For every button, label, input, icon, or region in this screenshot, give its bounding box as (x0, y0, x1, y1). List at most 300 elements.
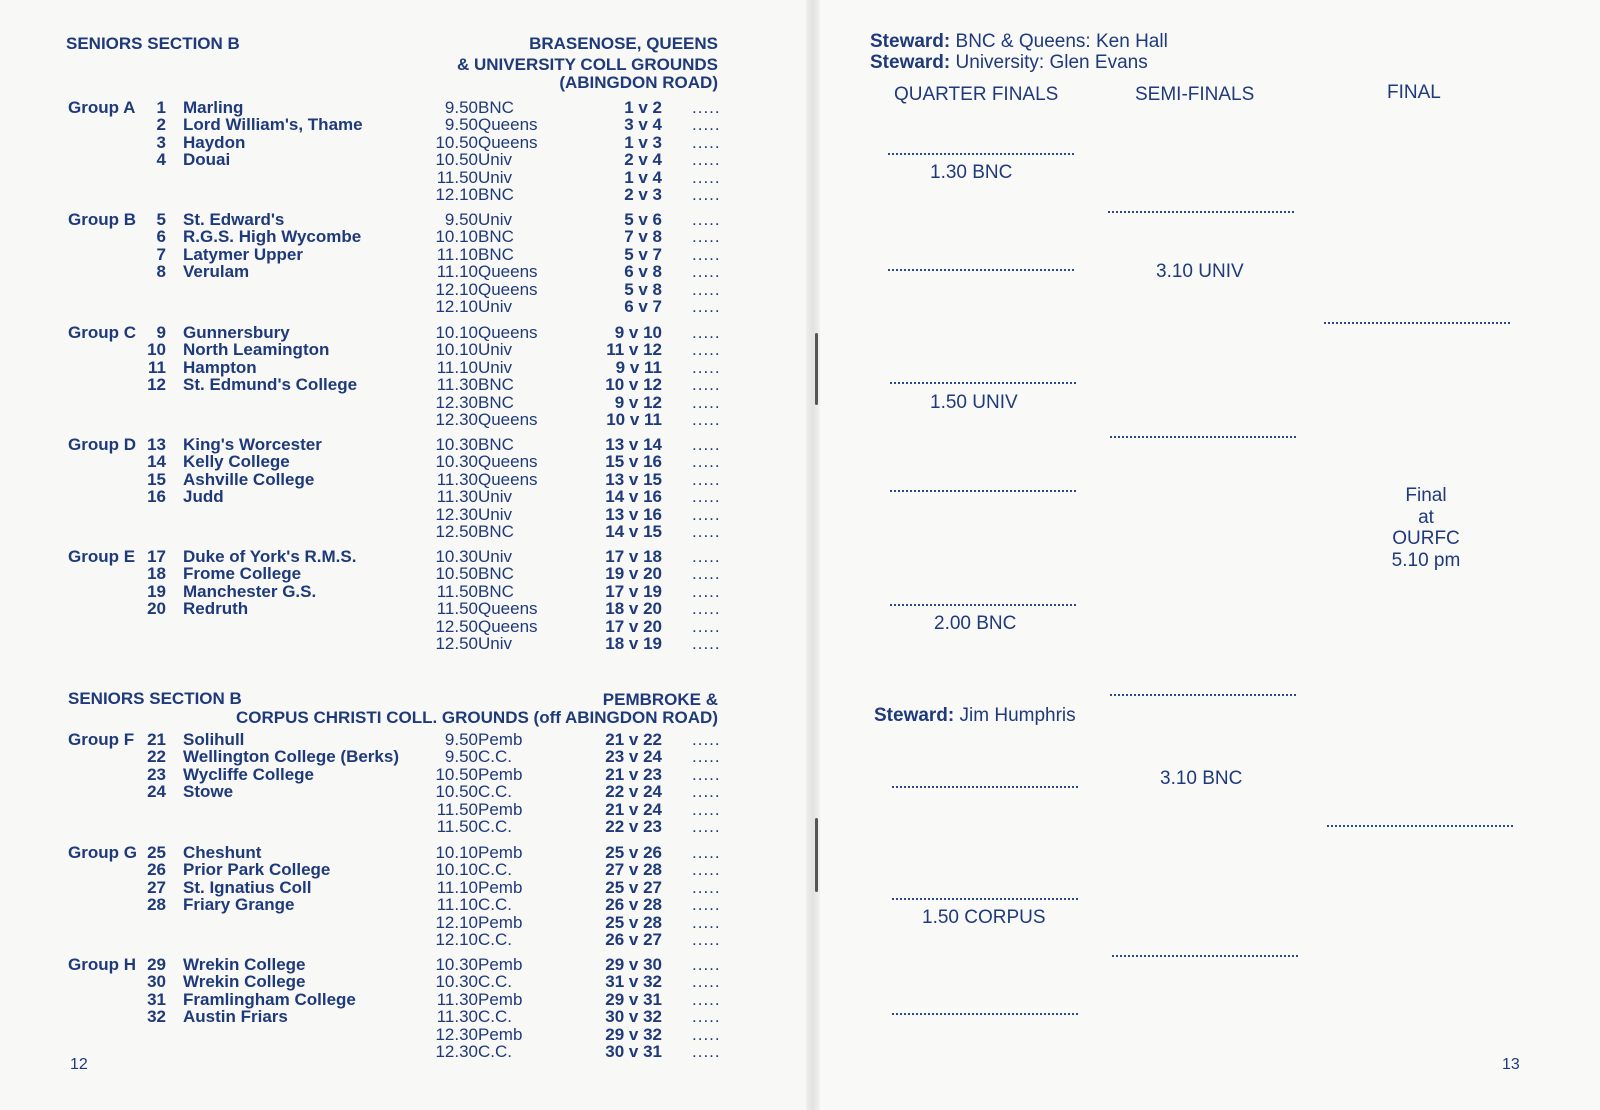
team-number: 4 (156, 150, 166, 170)
fixture-ground: Pemb (478, 877, 523, 897)
result-dots: ..... (692, 262, 721, 282)
fixture-ground: C.C. (478, 930, 512, 949)
team-name: Stowe (183, 782, 234, 802)
group-label: Group F (68, 730, 135, 749)
final-note-line-3: OURFC (1392, 528, 1460, 549)
fixture-time-value: 10.30 (435, 435, 478, 454)
fixture-ground: Univ (478, 167, 513, 187)
result-dots: ..... (692, 392, 721, 412)
fixture-ground: C.C. (478, 860, 512, 880)
fixture-time (426, 583, 546, 601)
fixture-match: 13 v 14 (605, 435, 662, 454)
fixture-match: 21 v 22 (605, 730, 662, 749)
fixture-ground: Pemb (478, 730, 523, 749)
qf-line-5 (890, 604, 1076, 606)
fixture-time (426, 600, 546, 618)
fixture-time (426, 99, 546, 117)
fixture-match: 19 v 20 (605, 564, 662, 584)
fixture-ground: Queens (478, 616, 538, 636)
fixture-time (426, 931, 546, 949)
fixture-match: 6 v 7 (624, 297, 662, 316)
fixture-time-value: 11.10 (436, 877, 478, 897)
team-name: Kelly College (183, 452, 290, 472)
fixture-ground: Univ (478, 297, 513, 316)
result-dots: ..... (692, 782, 721, 802)
qf-venue-3: 2.00 BNC (934, 613, 1017, 634)
fixture-match: 29 v 31 (605, 989, 662, 1009)
fixture-ground: Queens (478, 262, 538, 282)
fixture-time (426, 548, 546, 566)
result-dots: ..... (692, 930, 721, 949)
fixture-time-value: 9.50 (444, 730, 478, 749)
fixture-match: 13 v 15 (605, 469, 662, 489)
fixture-match: 21 v 24 (605, 799, 662, 819)
fixture-match: 2 v 4 (624, 150, 662, 170)
fixture-ground: C.C. (478, 782, 512, 802)
fixture-time (426, 506, 546, 524)
result-dots: ..... (692, 323, 721, 342)
result-dots: ..... (692, 1007, 721, 1027)
quarter-finals-heading: QUARTER FINALS (894, 84, 1059, 105)
fixture-match: 25 v 28 (605, 912, 662, 932)
fixture-time-value: 10.10 (435, 323, 478, 342)
team-number: 3 (156, 132, 166, 152)
qf-line-4 (890, 490, 1076, 492)
fixture-time-value: 11.30 (436, 487, 478, 507)
result-dots: ..... (692, 817, 721, 836)
fixture-ground: Pemb (478, 843, 523, 862)
team-number: 10 (147, 340, 166, 360)
fixture-time (426, 956, 546, 974)
fixture-time (426, 973, 546, 991)
team-number: 22 (147, 747, 166, 767)
fixture-time-value: 11.50 (436, 581, 478, 601)
team-number: 5 (156, 210, 166, 229)
fixture-time-value: 10.10 (435, 843, 478, 862)
fixture-match: 6 v 8 (624, 262, 662, 282)
fixture-ground: Queens (478, 132, 538, 152)
fixture-time (426, 376, 546, 394)
final-note-line-1: Final (1405, 485, 1447, 506)
fixture-match: 17 v 19 (605, 581, 662, 601)
fixture-match: 14 v 16 (605, 487, 662, 507)
team-name: Wycliffe College (183, 764, 314, 784)
fixture-match: 26 v 28 (605, 895, 662, 915)
team-number: 32 (147, 1007, 166, 1027)
group-label: Group B (68, 210, 136, 229)
qf-line-3 (890, 382, 1076, 384)
fixture-time (426, 896, 546, 914)
fixture-time (426, 1008, 546, 1026)
team-name: Austin Friars (183, 1007, 288, 1027)
fixture-match: 26 v 27 (605, 930, 662, 949)
fixture-time (426, 298, 546, 316)
fixture-match: 7 v 8 (624, 227, 662, 247)
fixture-match: 1 v 2 (624, 98, 662, 117)
team-number: 23 (147, 764, 166, 784)
team-number: 21 (147, 730, 166, 749)
team-number: 17 (147, 547, 166, 566)
team-name: St. Edward's (183, 210, 285, 229)
fixture-time-value: 10.50 (435, 132, 478, 152)
qf-venue-1: 1.30 BNC (930, 162, 1013, 183)
fixture-time-value: 12.50 (435, 634, 478, 653)
fixture-time (426, 748, 546, 766)
team-name: Wrekin College (183, 972, 306, 992)
fixture-ground: Queens (478, 323, 538, 342)
fixture-time-value: 11.10 (436, 262, 478, 282)
fixture-ground: BNC (478, 244, 514, 264)
fixture-match: 1 v 4 (624, 167, 662, 187)
team-number: 29 (147, 955, 166, 974)
result-dots: ..... (692, 764, 721, 784)
fixture-match: 1 v 3 (624, 132, 662, 152)
team-name: Verulam (183, 262, 250, 282)
result-dots: ..... (692, 435, 721, 454)
fixture-ground: Univ (478, 634, 513, 653)
staple-bottom (815, 818, 818, 892)
team-name: Duke of York's R.M.S. (183, 547, 357, 566)
staple-top (815, 333, 818, 405)
fixture-match: 25 v 27 (605, 877, 662, 897)
fixture-time-value: 12.10 (435, 185, 478, 204)
team-name: Hampton (183, 357, 257, 377)
sf-line-1 (1108, 211, 1294, 213)
fixture-ground: C.C. (478, 972, 512, 992)
fixture-time-value: 10.50 (435, 150, 478, 170)
fixture-ground: Queens (478, 469, 538, 489)
fixture-ground: Pemb (478, 1024, 523, 1044)
team-number: 11 (148, 357, 166, 377)
fixture-match: 17 v 18 (605, 547, 662, 566)
fixture-ground: C.C. (478, 1007, 512, 1027)
fixture-match: 23 v 24 (605, 747, 662, 767)
result-dots: ..... (692, 98, 721, 117)
qf-line-6 (892, 786, 1078, 788)
venue2-line-2: CORPUS CHRISTI COLL. GROUNDS (off ABINGDON ROAD) (236, 708, 718, 727)
team-name: Ashville College (183, 469, 315, 489)
fixture-ground: BNC (478, 98, 514, 117)
fixture-ground: BNC (478, 227, 514, 247)
fixture-time (426, 618, 546, 636)
page-number-right: 13 (1502, 1056, 1520, 1073)
group-label: Group C (68, 323, 136, 342)
book-spine (806, 0, 820, 1110)
fixture-ground: BNC (478, 185, 514, 204)
fixture-match: 18 v 19 (605, 634, 662, 653)
fixture-ground: BNC (478, 581, 514, 601)
result-dots: ..... (692, 340, 721, 360)
fixture-time-value: 12.30 (435, 504, 478, 524)
result-dots: ..... (692, 616, 721, 636)
fixture-ground: C.C. (478, 817, 512, 836)
steward-2 (870, 52, 1148, 74)
fixture-time (426, 341, 546, 359)
page-number-left: 12 (70, 1056, 88, 1073)
result-dots: ..... (692, 487, 721, 507)
result-dots: ..... (692, 843, 721, 862)
team-number: 15 (147, 469, 166, 489)
fixture-time-value: 12.10 (435, 930, 478, 949)
fixture-match: 5 v 8 (624, 279, 662, 299)
fixture-match: 5 v 6 (624, 210, 662, 229)
team-number: 24 (147, 782, 166, 802)
fixture-time (426, 879, 546, 897)
fixture-time (426, 801, 546, 819)
fixture-ground: BNC (478, 522, 514, 541)
fixture-time-value: 11.50 (436, 817, 478, 836)
team-name: Wrekin College (183, 955, 306, 974)
final-line-1 (1324, 322, 1510, 324)
fixture-time-value: 12.30 (435, 1024, 478, 1044)
fixture-ground: Univ (478, 547, 513, 566)
fixture-time (426, 169, 546, 187)
team-name: King's Worcester (183, 435, 322, 454)
fixture-time (426, 134, 546, 152)
fixture-ground: Pemb (478, 912, 523, 932)
final-note-line-2: at (1418, 506, 1434, 528)
group-label: Group E (68, 547, 136, 566)
fixture-time-value: 9.50 (444, 115, 478, 135)
qf-line-2 (888, 269, 1074, 271)
fixture-ground: C.C. (478, 1042, 512, 1061)
fixture-ground: Univ (478, 210, 513, 229)
venue2-line-1: PEMBROKE & (602, 690, 718, 709)
result-dots: ..... (692, 227, 721, 247)
result-dots: ..... (692, 132, 721, 152)
fixture-ground: C.C. (478, 895, 512, 915)
result-dots: ..... (692, 955, 721, 974)
team-name: Solihull (183, 730, 245, 749)
team-name: Latymer Upper (183, 244, 303, 264)
fixture-time-value: 10.30 (435, 452, 478, 472)
fixture-time-value: 12.10 (435, 912, 478, 932)
qf-venue-2: 1.50 UNIV (930, 392, 1018, 413)
team-name: Wellington College (Berks) (183, 747, 399, 767)
fixture-time-value: 11.30 (436, 375, 478, 395)
final-heading: FINAL (1387, 82, 1441, 103)
semi-finals-heading: SEMI-FINALS (1135, 84, 1255, 105)
fixture-ground: Queens (478, 599, 538, 619)
fixture-ground: Pemb (478, 799, 523, 819)
result-dots: ..... (692, 375, 721, 395)
team-number: 6 (156, 227, 166, 247)
team-name: Haydon (183, 132, 246, 152)
result-dots: ..... (692, 185, 721, 204)
group-label: Group D (68, 435, 136, 454)
fixture-ground: BNC (478, 435, 514, 454)
result-dots: ..... (692, 799, 721, 819)
steward-3-label: Steward: (874, 705, 955, 726)
fixture-ground: Univ (478, 504, 513, 524)
team-name: R.G.S. High Wycombe (183, 227, 362, 247)
qf-line-8 (892, 1013, 1078, 1015)
team-number: 14 (147, 452, 166, 472)
fixture-ground: BNC (478, 392, 514, 412)
fixture-ground: Pemb (478, 955, 523, 974)
result-dots: ..... (692, 522, 721, 541)
steward-3 (874, 705, 1076, 727)
result-dots: ..... (692, 634, 721, 653)
fixture-match: 29 v 30 (605, 955, 662, 974)
group-label: Group H (68, 955, 136, 974)
fixture-match: 13 v 16 (605, 504, 662, 524)
team-name: Marling (183, 98, 244, 117)
fixture-time-value: 11.10 (436, 895, 478, 915)
fixture-time (426, 263, 546, 281)
fixture-time-value: 10.10 (435, 860, 478, 880)
result-dots: ..... (692, 150, 721, 170)
fixture-time (426, 453, 546, 471)
fixture-time (426, 228, 546, 246)
fixture-time-value: 11.30 (436, 1007, 478, 1027)
result-dots: ..... (692, 599, 721, 619)
result-dots: ..... (692, 210, 721, 229)
fixture-match: 9 v 11 (615, 357, 662, 377)
group-label: Group G (68, 843, 137, 862)
fixture-time (426, 914, 546, 932)
fixture-time-value: 10.50 (435, 782, 478, 802)
fixture-time (426, 246, 546, 264)
team-name: Manchester G.S. (183, 581, 317, 601)
team-number: 26 (147, 860, 166, 880)
fixture-time (426, 394, 546, 412)
result-dots: ..... (692, 912, 721, 932)
result-dots: ..... (692, 877, 721, 897)
fixture-ground: Pemb (478, 989, 523, 1009)
fixture-time (426, 324, 546, 342)
sf-line-2 (1110, 436, 1296, 438)
fixture-ground: BNC (478, 375, 514, 395)
team-name: Redruth (183, 599, 249, 619)
result-dots: ..... (692, 972, 721, 992)
team-number: 25 (147, 843, 166, 862)
fixture-time-value: 12.30 (435, 410, 478, 429)
result-dots: ..... (692, 244, 721, 264)
fixture-time (426, 151, 546, 169)
fixture-match: 10 v 12 (605, 375, 662, 395)
fixture-time-value: 12.30 (435, 1042, 478, 1061)
fixture-time-value: 10.50 (435, 564, 478, 584)
fixture-match: 9 v 10 (614, 323, 662, 342)
sf-venue-1: 3.10 UNIV (1156, 261, 1244, 282)
team-name: Douai (183, 150, 231, 170)
team-number: 8 (156, 262, 166, 282)
fixture-match: 30 v 32 (605, 1007, 662, 1027)
fixture-match: 21 v 23 (605, 764, 662, 784)
fixture-ground: Pemb (478, 764, 523, 784)
fixture-ground: Queens (478, 410, 538, 429)
qf-venue-4: 1.50 CORPUS (922, 907, 1046, 928)
final-note-line-4: 5.10 pm (1391, 549, 1461, 571)
fixture-time-value: 11.10 (436, 357, 478, 377)
fixture-time-value: 12.50 (435, 616, 478, 636)
final-line-2 (1327, 825, 1513, 827)
fixture-time-value: 11.30 (436, 989, 478, 1009)
fixture-match: 3 v 4 (624, 115, 662, 135)
fixture-time-value: 9.50 (444, 747, 478, 767)
fixture-ground: Univ (478, 357, 513, 377)
qf-line-7 (892, 898, 1078, 900)
result-dots: ..... (692, 504, 721, 524)
fixture-time (426, 565, 546, 583)
result-dots: ..... (692, 115, 721, 135)
fixture-time (426, 359, 546, 377)
fixture-match: 31 v 32 (605, 972, 662, 992)
fixture-time-value: 12.10 (435, 279, 478, 299)
team-number: 31 (147, 989, 166, 1009)
result-dots: ..... (692, 989, 721, 1009)
fixture-ground: Univ (478, 487, 513, 507)
team-number: 27 (147, 877, 166, 897)
fixture-match: 15 v 16 (605, 452, 662, 472)
fixture-time (426, 116, 546, 134)
fixture-ground: Univ (478, 340, 513, 360)
team-number: 16 (147, 487, 166, 507)
fixture-match: 27 v 28 (605, 860, 662, 880)
qf-line-1 (888, 153, 1074, 155)
sf-venue-2: 3.10 BNC (1160, 768, 1243, 789)
fixture-time (426, 1043, 546, 1061)
fixture-time (426, 1026, 546, 1044)
fixture-time-value: 10.10 (435, 227, 478, 247)
fixture-match: 5 v 7 (624, 244, 662, 264)
team-number: 1 (156, 98, 166, 117)
section-title-1: SENIORS SECTION B (66, 34, 240, 53)
fixture-match: 2 v 3 (624, 185, 662, 204)
result-dots: ..... (692, 357, 721, 377)
fixture-match: 9 v 12 (614, 392, 662, 412)
team-name: Cheshunt (183, 843, 262, 862)
fixture-time-value: 9.50 (444, 210, 478, 229)
team-name: St. Ignatius Coll (183, 877, 312, 897)
team-name: Friary Grange (183, 895, 295, 915)
team-number: 12 (147, 375, 166, 395)
fixture-match: 11 v 12 (606, 340, 662, 360)
result-dots: ..... (692, 1042, 721, 1061)
result-dots: ..... (692, 860, 721, 880)
result-dots: ..... (692, 730, 721, 749)
fixture-time (426, 411, 546, 429)
result-dots: ..... (692, 547, 721, 566)
team-number: 20 (147, 599, 166, 619)
fixture-time-value: 10.10 (435, 340, 478, 360)
fixture-time-value: 12.30 (435, 392, 478, 412)
team-number: 9 (156, 323, 166, 342)
team-number: 30 (147, 972, 166, 992)
fixture-ground: Univ (478, 150, 513, 170)
fixture-time (426, 818, 546, 836)
fixture-time-value: 10.50 (435, 764, 478, 784)
team-name: St. Edmund's College (183, 375, 358, 395)
result-dots: ..... (692, 895, 721, 915)
fixture-ground: Queens (478, 279, 538, 299)
fixture-time-value: 11.50 (436, 799, 478, 819)
fixture-time-value: 10.30 (435, 972, 478, 992)
fixture-match: 22 v 23 (605, 817, 662, 836)
fixture-time-value: 12.50 (435, 522, 478, 541)
venue-line-1: BRASENOSE, QUEENS (529, 34, 718, 53)
team-number: 2 (156, 115, 166, 135)
fixture-time-value: 11.30 (436, 469, 478, 489)
team-name: Prior Park College (183, 860, 331, 880)
group-label: Group A (68, 98, 136, 117)
team-number: 13 (147, 435, 166, 454)
steward-2-label: Steward: (870, 52, 951, 73)
fixture-time-value: 12.10 (435, 297, 478, 316)
result-dots: ..... (692, 1024, 721, 1044)
result-dots: ..... (692, 469, 721, 489)
